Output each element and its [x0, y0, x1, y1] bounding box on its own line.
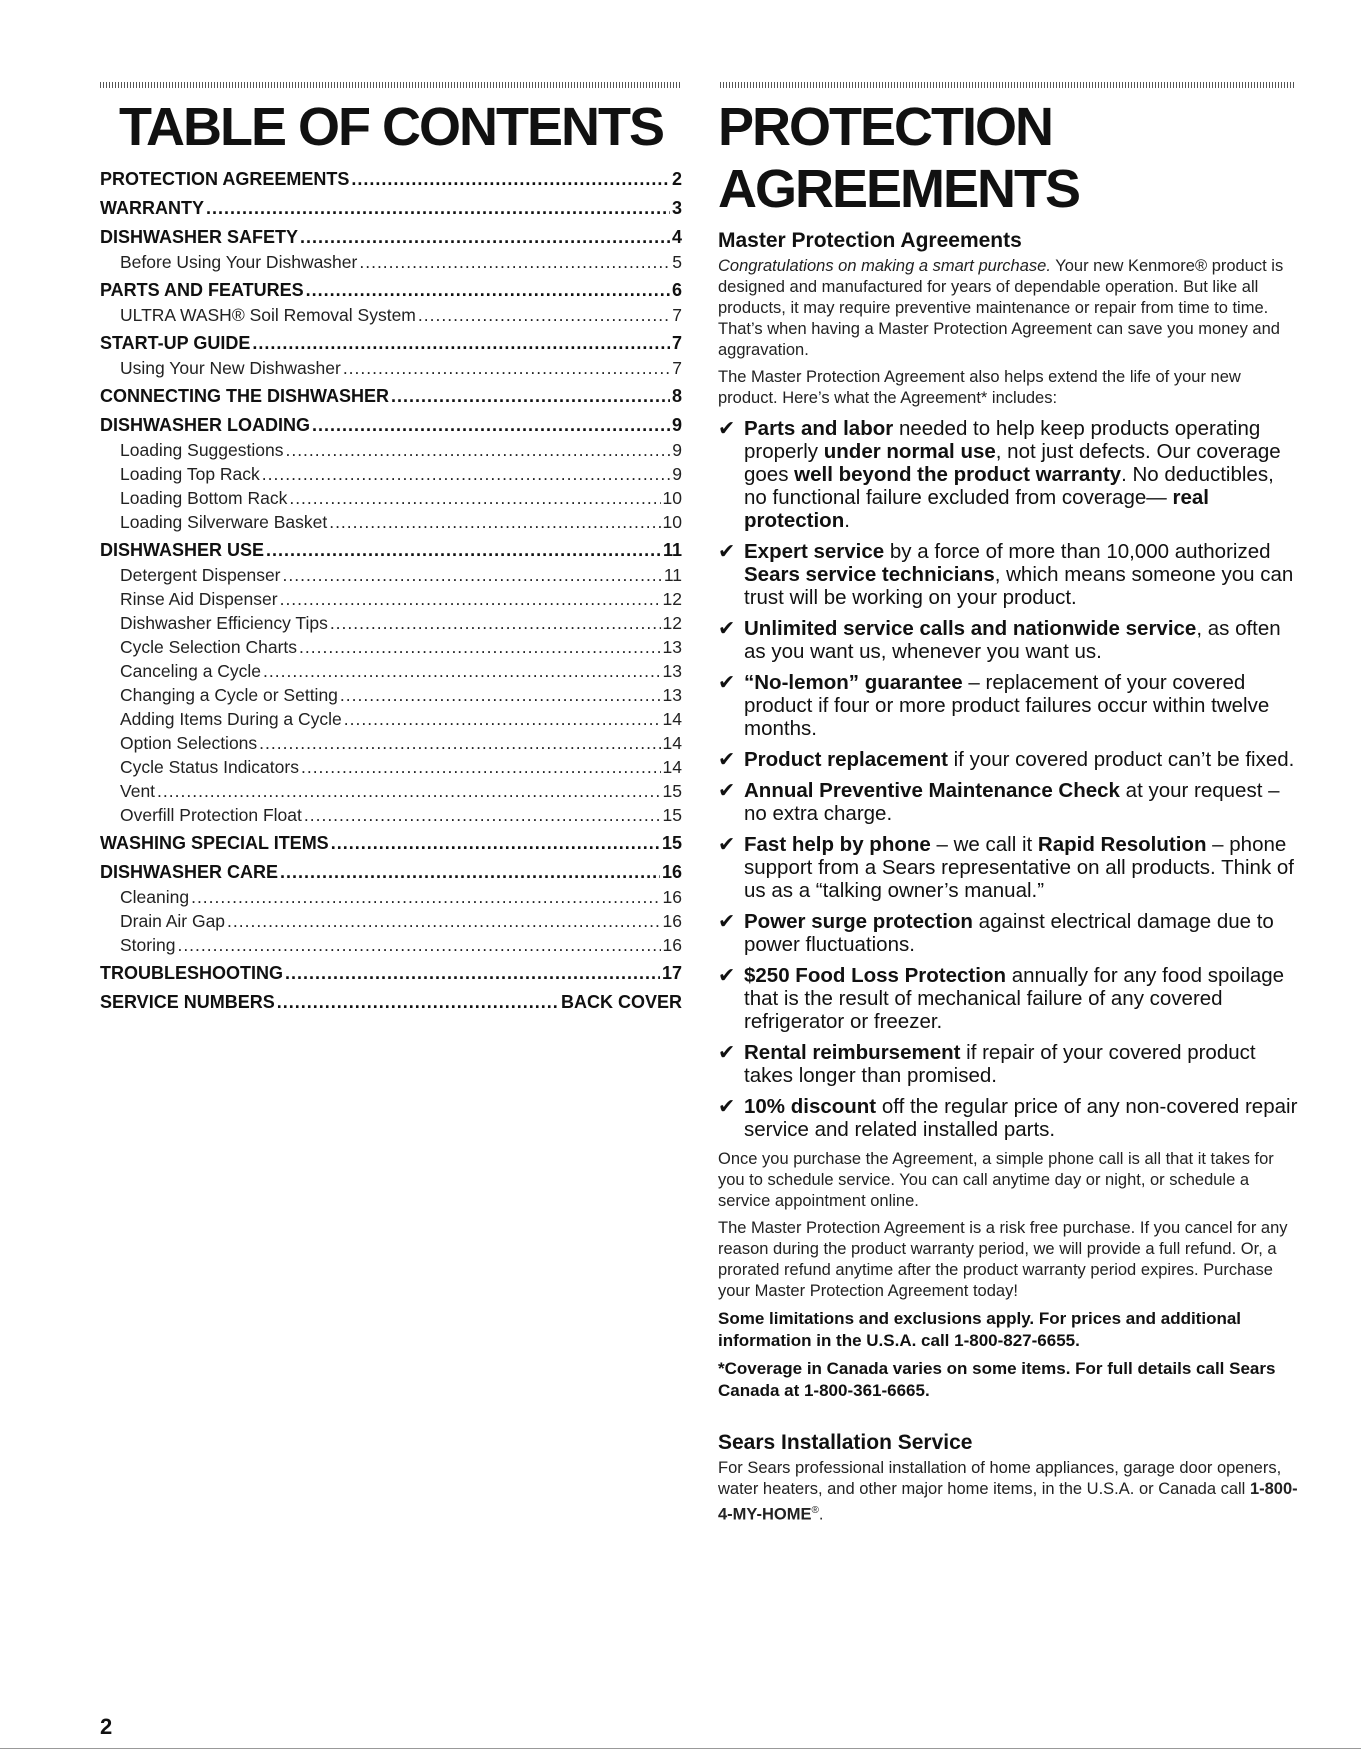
toc-entry-page: 14	[662, 733, 682, 753]
checkmark-icon: ✔	[718, 1095, 736, 1118]
toc-entry	[100, 195, 682, 221]
toc-entry-page: 8	[671, 386, 682, 406]
toc-entry-label: ULTRA WASH® Soil Removal System	[120, 305, 416, 325]
install-end: .	[818, 1505, 824, 1524]
toc-entry-page: 12	[662, 589, 682, 609]
toc-entry-page: 13	[662, 661, 682, 681]
toc-entry-page: 14	[662, 757, 682, 777]
toc-leader-dots	[285, 438, 670, 462]
toc-entry-label: Vent	[120, 781, 156, 801]
benefit-bold-text: 10% discount	[744, 1095, 877, 1118]
toc-entry-label: PARTS AND FEATURES	[100, 280, 304, 300]
toc-leader-dots	[344, 707, 661, 731]
benefit-item	[718, 417, 1300, 532]
toc-leader-dots	[283, 563, 662, 587]
toc-entry-label: SERVICE NUMBERS	[100, 992, 275, 1012]
benefit-text: .	[844, 509, 850, 532]
toc-entry-label: Detergent Dispenser	[120, 565, 281, 585]
toc-entry-page: 7	[672, 358, 682, 378]
toc-entry-page: 6	[671, 280, 682, 300]
toc-entry-label: Loading Silverware Basket	[120, 512, 328, 532]
toc-leader-dots	[177, 933, 660, 957]
toc-leader-dots	[340, 683, 661, 707]
toc-entry	[100, 277, 682, 303]
toc-column	[100, 96, 682, 1015]
benefit-bold-text: Product replacement	[744, 748, 948, 771]
toc-entry-page: 7	[671, 333, 682, 353]
toc-leader-dots	[418, 303, 670, 327]
intro2-paragraph: The Master Protection Agreement also helps extend the life of your new product. Here’s what the Agreement* includes:	[718, 368, 1241, 407]
benefit-item	[718, 671, 1300, 740]
top-rule-right	[720, 82, 1295, 88]
protection-column	[718, 96, 1300, 1532]
toc-entry-page: 16	[662, 887, 682, 907]
toc-leader-dots	[299, 635, 661, 659]
toc-entry-label: Cycle Status Indicators	[120, 757, 299, 777]
toc-leader-dots	[263, 659, 660, 683]
toc-entry	[100, 611, 682, 635]
checkmark-icon: ✔	[718, 540, 736, 563]
toc-entry	[100, 683, 682, 707]
benefit-bold-text: Annual Preventive Maintenance Check	[744, 779, 1120, 802]
toc-leader-dots	[227, 909, 660, 933]
benefits-list	[718, 417, 1300, 1141]
toc-entry-page: 16	[662, 935, 682, 955]
toc-entry-label: Cleaning	[120, 887, 190, 907]
toc-leader-dots	[351, 166, 670, 192]
toc-leader-dots	[262, 462, 670, 486]
toc-leader-dots	[280, 587, 661, 611]
toc-entry-page: BACK COVER	[560, 992, 682, 1012]
benefit-bold-text: Rental reimbursement	[744, 1041, 961, 1064]
benefit-bold-text: Sears service technicians	[744, 563, 995, 586]
toc-entry	[100, 383, 682, 409]
toc-entry-page: 14	[662, 709, 682, 729]
toc-entry-label: Rinse Aid Dispenser	[120, 589, 278, 609]
benefit-item	[718, 617, 1300, 663]
toc-entry-page: 9	[671, 415, 682, 435]
toc-leader-dots	[157, 779, 660, 803]
limitations-note: Some limitations and exclusions apply. For prices and additional information in the U.S.A. call 1-800-827-6655.	[718, 1309, 1242, 1350]
benefit-item	[718, 1095, 1300, 1141]
benefit-text: against electrical damage due to power fluctuations.	[744, 910, 1274, 956]
toc-entry	[100, 563, 682, 587]
toc-entry	[100, 224, 682, 250]
toc-entry-page: 5	[672, 252, 682, 272]
benefit-text: – we call it	[930, 833, 1038, 856]
toc-entry	[100, 356, 682, 380]
toc-entry-page: 15	[662, 805, 682, 825]
toc-leader-dots	[312, 412, 670, 438]
toc-entry-page: 16	[662, 911, 682, 931]
install-text: For Sears professional installation of home appliances, garage door openers, water heaters, and other major home items, in the U.S.A. or Canada call	[718, 1459, 1282, 1498]
install-phone: 1-800-4-MY-HOME	[718, 1480, 1298, 1524]
toc-entry-label: Drain Air Gap	[120, 911, 226, 931]
toc-entry	[100, 707, 682, 731]
toc-entry	[100, 166, 682, 192]
benefit-text: , as often as you want us, whenever you want us.	[744, 617, 1281, 663]
toc-entry-label: Loading Bottom Rack	[120, 488, 288, 508]
toc-entry-page: 7	[672, 305, 682, 325]
benefit-bold-text: Rapid Resolution	[1037, 833, 1207, 856]
toc-entry-label: START-UP GUIDE	[100, 333, 251, 353]
toc-entry-label: Canceling a Cycle	[120, 661, 262, 681]
toc-entry	[100, 830, 682, 856]
toc-entry	[100, 779, 682, 803]
toc-leader-dots	[259, 731, 660, 755]
toc-entry	[100, 486, 682, 510]
benefit-text: off the regular price of any non-covered repair service and related installed parts.	[744, 1095, 1298, 1141]
toc-entry	[100, 909, 682, 933]
toc-list	[100, 166, 682, 1015]
toc-entry-page: 11	[663, 565, 682, 585]
benefit-text: if repair of your covered product takes longer than promised.	[744, 1041, 1256, 1087]
checkmark-icon: ✔	[718, 417, 736, 440]
toc-leader-dots	[301, 755, 661, 779]
benefit-bold-text: Power surge protection	[744, 910, 973, 933]
canada-note: *Coverage in Canada varies on some items. For full details call Sears Canada at 1-800-361-6665.	[718, 1359, 1276, 1400]
toc-entry-label: Loading Top Rack	[120, 464, 260, 484]
toc-entry-page: 4	[671, 227, 682, 247]
toc-entry	[100, 885, 682, 909]
toc-entry-label: Adding Items During a Cycle	[120, 709, 342, 729]
toc-entry-label: DISHWASHER LOADING	[100, 415, 311, 435]
toc-leader-dots	[289, 486, 660, 510]
benefit-bold-text: under normal use	[823, 440, 996, 463]
toc-entry-page: 2	[671, 169, 682, 189]
toc-entry-label: DISHWASHER CARE	[100, 862, 279, 882]
benefit-bold-text: Fast help by phone	[744, 833, 931, 856]
checkmark-icon: ✔	[718, 833, 736, 856]
toc-leader-dots	[277, 989, 559, 1015]
benefit-bold-text: well beyond the product warranty	[794, 463, 1122, 486]
benefit-item	[718, 1041, 1300, 1087]
toc-entry-label: TROUBLESHOOTING	[100, 963, 283, 983]
toc-entry-label: Before Using Your Dishwasher	[120, 252, 358, 272]
toc-entry-page: 13	[662, 637, 682, 657]
toc-entry	[100, 587, 682, 611]
toc-entry-label: Changing a Cycle or Setting	[120, 685, 338, 705]
install-registered: ®	[811, 1505, 819, 1516]
toc-entry-page: 13	[662, 685, 682, 705]
toc-entry	[100, 462, 682, 486]
toc-entry-page: 11	[662, 540, 682, 560]
benefit-item	[718, 964, 1300, 1033]
bottom-rule	[0, 1748, 1361, 1749]
benefit-text: annually for any food spoilage that is the result of mechanical failure of any covered refrigerator or freezer.	[744, 964, 1285, 1033]
page-number: 2	[100, 1714, 113, 1739]
toc-entry-label: Loading Suggestions	[120, 440, 284, 460]
toc-title: TABLE OF CONTENTS	[119, 97, 663, 157]
toc-leader-dots	[359, 250, 670, 274]
install-paragraph	[718, 1458, 1300, 1526]
intro-italic: Congratulations on making a smart purchase.	[718, 257, 1051, 275]
benefit-text: . No deductibles, no functional failure excluded from coverage—	[744, 463, 1274, 509]
toc-entry-label: PROTECTION AGREEMENTS	[100, 169, 350, 189]
toc-entry-page: 12	[662, 613, 682, 633]
toc-leader-dots	[329, 510, 660, 534]
benefit-text: needed to help keep products operating properly	[744, 417, 1261, 463]
toc-entry-page: 9	[672, 440, 682, 460]
benefit-item	[718, 910, 1300, 956]
toc-entry	[100, 303, 682, 327]
toc-entry	[100, 438, 682, 462]
toc-entry-page: 3	[671, 198, 682, 218]
benefit-bold-text: Unlimited service calls and nationwide service	[744, 617, 1197, 640]
toc-entry-label: Using Your New Dishwasher	[120, 358, 341, 378]
benefit-bold-text: $250 Food Loss Protection	[744, 964, 1006, 987]
toc-entry-label: Dishwasher Efficiency Tips	[120, 613, 328, 633]
toc-entry	[100, 510, 682, 534]
toc-entry	[100, 330, 682, 356]
toc-entry	[100, 803, 682, 827]
checkmark-icon: ✔	[718, 910, 736, 933]
benefit-item	[718, 540, 1300, 609]
toc-entry-label: Overfill Protection Float	[120, 805, 302, 825]
checkmark-icon: ✔	[718, 748, 736, 771]
toc-entry-label: WASHING SPECIAL ITEMS	[100, 833, 329, 853]
checkmark-icon: ✔	[718, 617, 736, 640]
checkmark-icon: ✔	[718, 671, 736, 694]
toc-entry	[100, 412, 682, 438]
toc-entry-page: 10	[662, 488, 682, 508]
toc-entry-label: Storing	[120, 935, 176, 955]
toc-leader-dots	[280, 859, 660, 885]
toc-entry	[100, 933, 682, 957]
toc-entry-page: 17	[661, 963, 682, 983]
checkmark-icon: ✔	[718, 1041, 736, 1064]
toc-leader-dots	[391, 383, 670, 409]
toc-leader-dots	[285, 960, 660, 986]
toc-entry	[100, 859, 682, 885]
intro-rest: Your new Kenmore® product is designed and manufactured for years of dependable operation. But like all products, it may require preventive maintenance or repair from time to time. That’s when having a Master Protection Agreement can save you money and aggravation.	[718, 257, 1284, 359]
toc-entry	[100, 659, 682, 683]
master-heading: Master Protection Agreements	[718, 229, 1022, 252]
checkmark-icon: ✔	[718, 964, 736, 987]
toc-entry	[100, 989, 682, 1015]
top-rule-left	[100, 82, 680, 88]
toc-entry-label: WARRANTY	[100, 198, 204, 218]
benefit-bold-text: Expert service	[744, 540, 885, 563]
toc-entry-page: 9	[672, 464, 682, 484]
toc-leader-dots	[331, 830, 660, 856]
toc-entry-page: 15	[661, 833, 682, 853]
toc-leader-dots	[300, 224, 670, 250]
benefit-text: – phone support from a Sears representative on all products. Think of us as a “talking owner’s manual.”	[744, 833, 1294, 902]
toc-entry	[100, 960, 682, 986]
toc-entry	[100, 731, 682, 755]
toc-leader-dots	[191, 885, 660, 909]
protection-title: PROTECTION AGREEMENTS	[718, 97, 1080, 219]
benefit-bold-text: real protection	[744, 486, 1209, 532]
toc-leader-dots	[252, 330, 670, 356]
toc-entry-page: 15	[662, 781, 682, 801]
benefit-item	[718, 748, 1300, 771]
toc-entry-label: DISHWASHER USE	[100, 540, 265, 560]
benefit-bold-text: “No-lemon” guarantee	[744, 671, 963, 694]
benefit-text: by a force of more than 10,000 authorized	[884, 540, 1271, 563]
after1-paragraph: Once you purchase the Agreement, a simple phone call is all that it takes for you to schedule service. You can call anytime day or night, or schedule a service appointment online.	[718, 1150, 1274, 1210]
benefit-text: if your covered product can’t be fixed.	[947, 748, 1295, 771]
toc-entry-page: 10	[662, 512, 682, 532]
benefit-text: , which means someone you can trust will be working on your product.	[744, 563, 1294, 609]
toc-entry	[100, 635, 682, 659]
benefit-item	[718, 779, 1300, 825]
toc-entry-label: DISHWASHER SAFETY	[100, 227, 299, 247]
intro-paragraph	[718, 256, 1300, 361]
toc-entry-label: Cycle Selection Charts	[120, 637, 298, 657]
toc-entry-page: 16	[661, 862, 682, 882]
after2-paragraph: The Master Protection Agreement is a risk free purchase. If you cancel for any reason during the product warranty period, we will provide a full refund. Or, a prorated refund anytime after the product warranty period expires. Purchase your Master Protection Agreement today!	[718, 1219, 1288, 1300]
toc-leader-dots	[266, 537, 661, 563]
toc-leader-dots	[304, 803, 661, 827]
toc-leader-dots	[306, 277, 670, 303]
toc-leader-dots	[206, 195, 670, 221]
benefit-item	[718, 833, 1300, 902]
toc-leader-dots	[330, 611, 661, 635]
benefit-bold-text: Parts and labor	[744, 417, 894, 440]
toc-entry	[100, 537, 682, 563]
benefit-text: – replacement of your covered product if four or more product failures occur within twelve months.	[744, 671, 1270, 740]
toc-leader-dots	[343, 356, 670, 380]
toc-entry-label: Option Selections	[120, 733, 258, 753]
install-heading: Sears Installation Service	[718, 1431, 973, 1454]
toc-entry	[100, 250, 682, 274]
toc-entry	[100, 755, 682, 779]
checkmark-icon: ✔	[718, 779, 736, 802]
benefit-text: , not just defects. Our coverage goes	[744, 440, 1281, 486]
benefit-text: at your request – no extra charge.	[744, 779, 1280, 825]
toc-entry-label: CONNECTING THE DISHWASHER	[100, 386, 390, 406]
